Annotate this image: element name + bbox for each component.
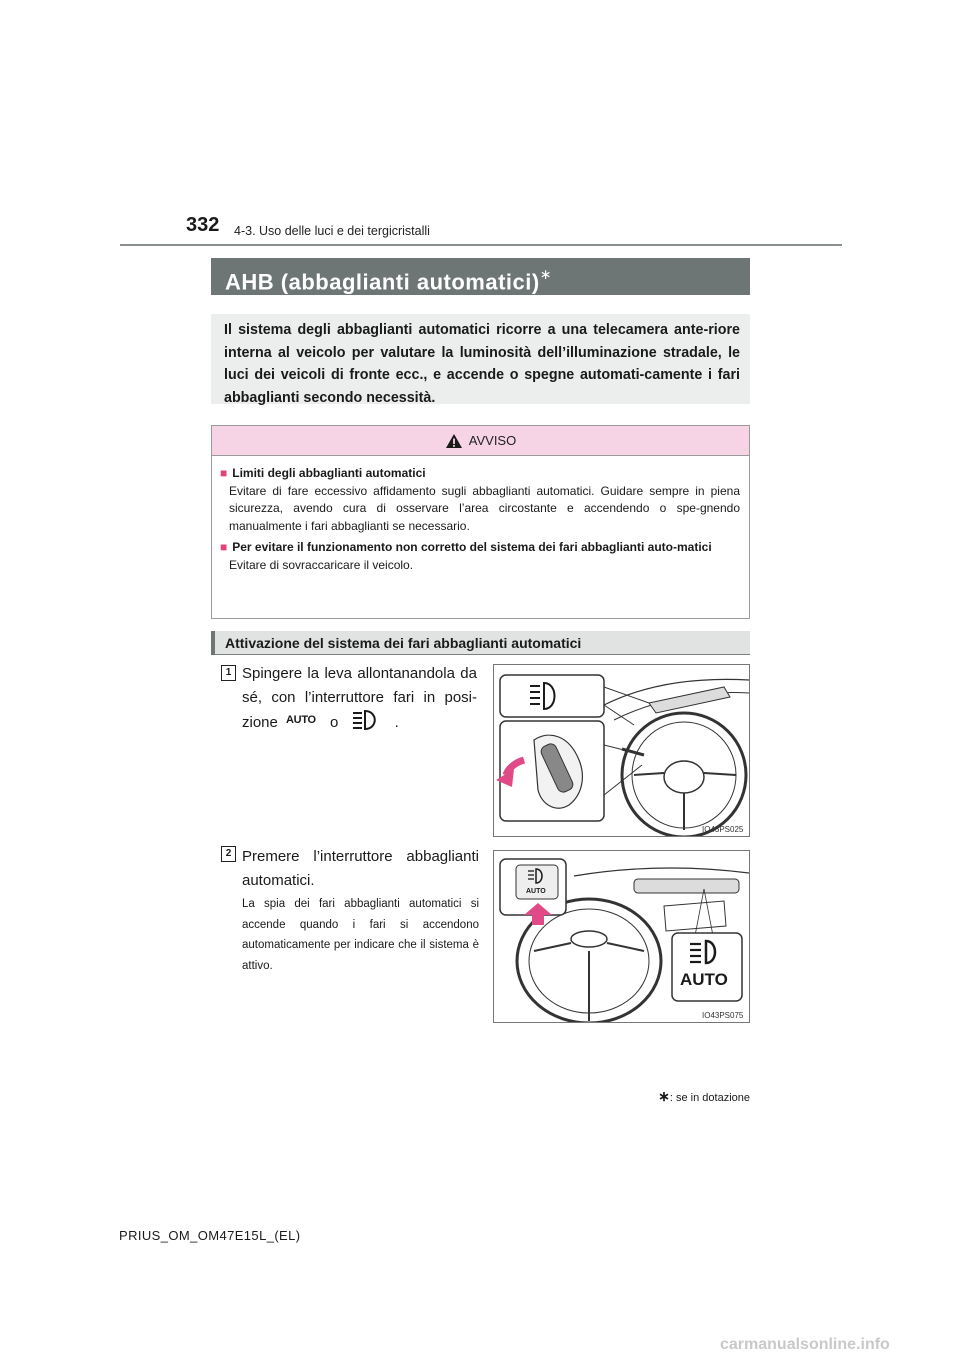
- step-1-instruction: Spingere la leva allontanandola da sé, con l’interruttore fari in posi-zione: [242, 665, 477, 731]
- footer-code: PRIUS_OM_OM47E15L_(EL): [119, 1228, 301, 1243]
- switch-illustration: [494, 851, 749, 1022]
- warning-item-text: Evitare di fare eccessivo affidamento sugli abbaglianti automatici. Guidare sempre in piena sicurezza, avendo cura di osservare l’area circostante e accendendo o spe-gnendo manualmente i fari abbaglianti se necessario.: [229, 483, 740, 533]
- header-rule: [120, 244, 842, 246]
- step-number: 1: [221, 665, 236, 681]
- warning-item-text: Evitare di sovraccaricare il veicolo.: [229, 557, 414, 572]
- page-title: [211, 258, 750, 295]
- warning-item-title: [220, 465, 740, 483]
- section-heading-mark: [211, 631, 215, 655]
- figure-lever-push: [493, 664, 750, 837]
- title-footnote-marker: ∗: [539, 266, 552, 282]
- warning-box: [211, 425, 750, 619]
- watermark: carmanualsonline.info: [720, 1336, 890, 1353]
- large-auto-text: AUTO: [680, 970, 728, 989]
- bullet-square-icon: ■: [220, 466, 228, 480]
- step-2-subtext: La spia dei fari abbaglianti automatici si accende quando i fari si accendono automaticamente per indicare che il sistema è attivo.: [242, 898, 479, 972]
- step-1-end: .: [394, 714, 399, 731]
- breadcrumb: 4-3. Uso delle luci e dei tergicristalli: [234, 224, 430, 238]
- page-number: 332: [186, 214, 220, 236]
- warning-item-title: [220, 539, 740, 557]
- figure-code: IO43PS075: [702, 1011, 744, 1020]
- warning-body: [212, 456, 749, 574]
- figure-code: IO43PS025: [702, 825, 744, 834]
- warning-header: [212, 426, 749, 456]
- step-1-text: [242, 662, 477, 737]
- footnote: [580, 1088, 750, 1105]
- figure-auto-switch: [493, 850, 750, 1023]
- footnote-marker: ∗: [658, 1088, 670, 1104]
- warning-label: AVVISO: [468, 433, 517, 448]
- lever-illustration: [494, 665, 749, 836]
- warning-triangle-icon: [445, 433, 463, 449]
- warning-item-title-text: Limiti degli abbaglianti automatici: [232, 466, 426, 480]
- page-title-text: AHB (abbaglianti automatici): [225, 269, 540, 295]
- step-number: 2: [221, 846, 236, 862]
- step-1-connector: o: [329, 714, 339, 731]
- switch-auto-text: AUTO: [526, 888, 546, 895]
- headlight-icon: [352, 709, 382, 731]
- footnote-text: : se in dotazione: [669, 1092, 750, 1104]
- intro-box: Il sistema degli abbaglianti automatici ricorre a una telecamera ante-riore interna al veicolo per valutare la luminosità dell’illuminazione stradale, le luci dei veicoli di fronte ecc., e accende o spegne automati-camente i fari abbaglianti secondo necessità.: [211, 314, 750, 404]
- step-2-text: Premere l’interruttore abbaglianti automatici.: [242, 848, 479, 889]
- bullet-square-icon: ■: [220, 540, 228, 554]
- section-heading: Attivazione del sistema dei fari abbaglianti automatici: [211, 631, 750, 655]
- warning-item-title-text: Per evitare il funzionamento non corretto del sistema dei fari abbaglianti auto-matici: [232, 540, 712, 554]
- auto-symbol: AUTO: [286, 714, 316, 726]
